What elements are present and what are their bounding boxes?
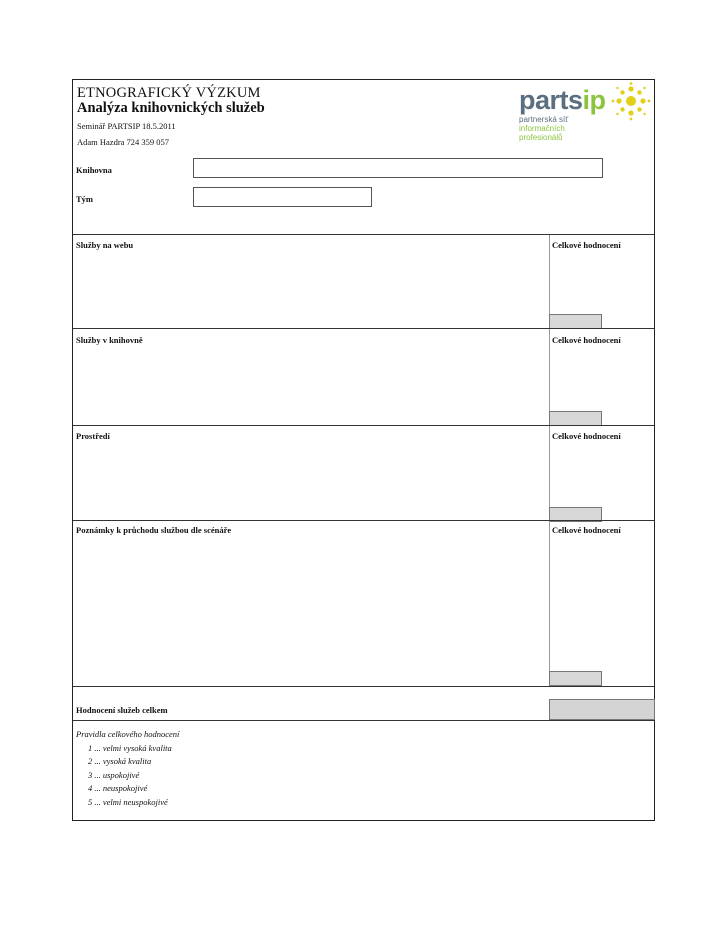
logo-subtitle-3: profesionálů [519,133,563,142]
section-divider [73,425,654,426]
section-divider [73,520,654,521]
section-web-services-label: Služby na webu [76,240,134,250]
section-library-services-score-label: Celkové hodnocení [552,335,621,345]
logo-subtitle-2: informačních [519,124,565,133]
section-divider [73,720,654,721]
rating-rule-item: 4 ... neuspokojivé [88,783,148,794]
partsip-logo [517,82,655,142]
section-library-services-label: Služby v knihovně [76,335,143,345]
sun-dots-icon [609,82,655,122]
section-environment-score-label: Celkové hodnocení [552,431,621,441]
rating-rule-item: 2 ... vysoká kvalita [88,756,152,767]
team-input[interactable] [193,187,372,207]
library-label: Knihovna [76,165,112,175]
score-column-divider [549,521,550,686]
section-divider [73,234,654,235]
rating-rule-item: 1 ... velmi vysoká kvalita [88,742,172,753]
section-web-services-score-label: Celkové hodnocení [552,240,621,250]
section-web-services-score-box[interactable] [549,314,602,329]
section-library-services-score-box[interactable] [549,411,602,426]
section-scenario-notes-label: Poznámky k průchodu službou dle scénáře [76,525,232,535]
rating-rule-item: 5 ... velmi neuspokojivé [88,796,168,807]
section-scenario-notes-score-box[interactable] [549,671,602,686]
logo-subtitle-1: partnerská síť [519,115,569,124]
library-input[interactable] [193,158,603,178]
section-divider [73,328,654,329]
section-environment-label: Prostředí [76,431,110,441]
team-label: Tým [76,194,93,204]
rating-rule-item: 3 ... uspokojivé [88,769,140,780]
rating-rules-heading: Pravidla celkového hodnocení [76,729,180,739]
score-column-divider [549,426,550,520]
total-rating-label: Hodnocení služeb celkem [76,705,168,715]
seminar-info: Seminář PARTSIP 18.5.2011 [77,121,176,131]
total-rating-box[interactable] [549,699,655,720]
form-subtitle: Analýza knihovnických služeb [77,100,265,116]
section-divider [73,686,654,687]
form-title: ETNOGRAFICKÝ VÝZKUM [77,85,261,101]
research-form-sheet [72,79,655,821]
logo-wordmark: partsip [519,85,606,115]
section-scenario-notes-score-label: Celkové hodnocení [552,525,621,535]
rating-rules [76,728,179,810]
author-info: Adam Hazdra 724 359 057 [77,137,170,147]
